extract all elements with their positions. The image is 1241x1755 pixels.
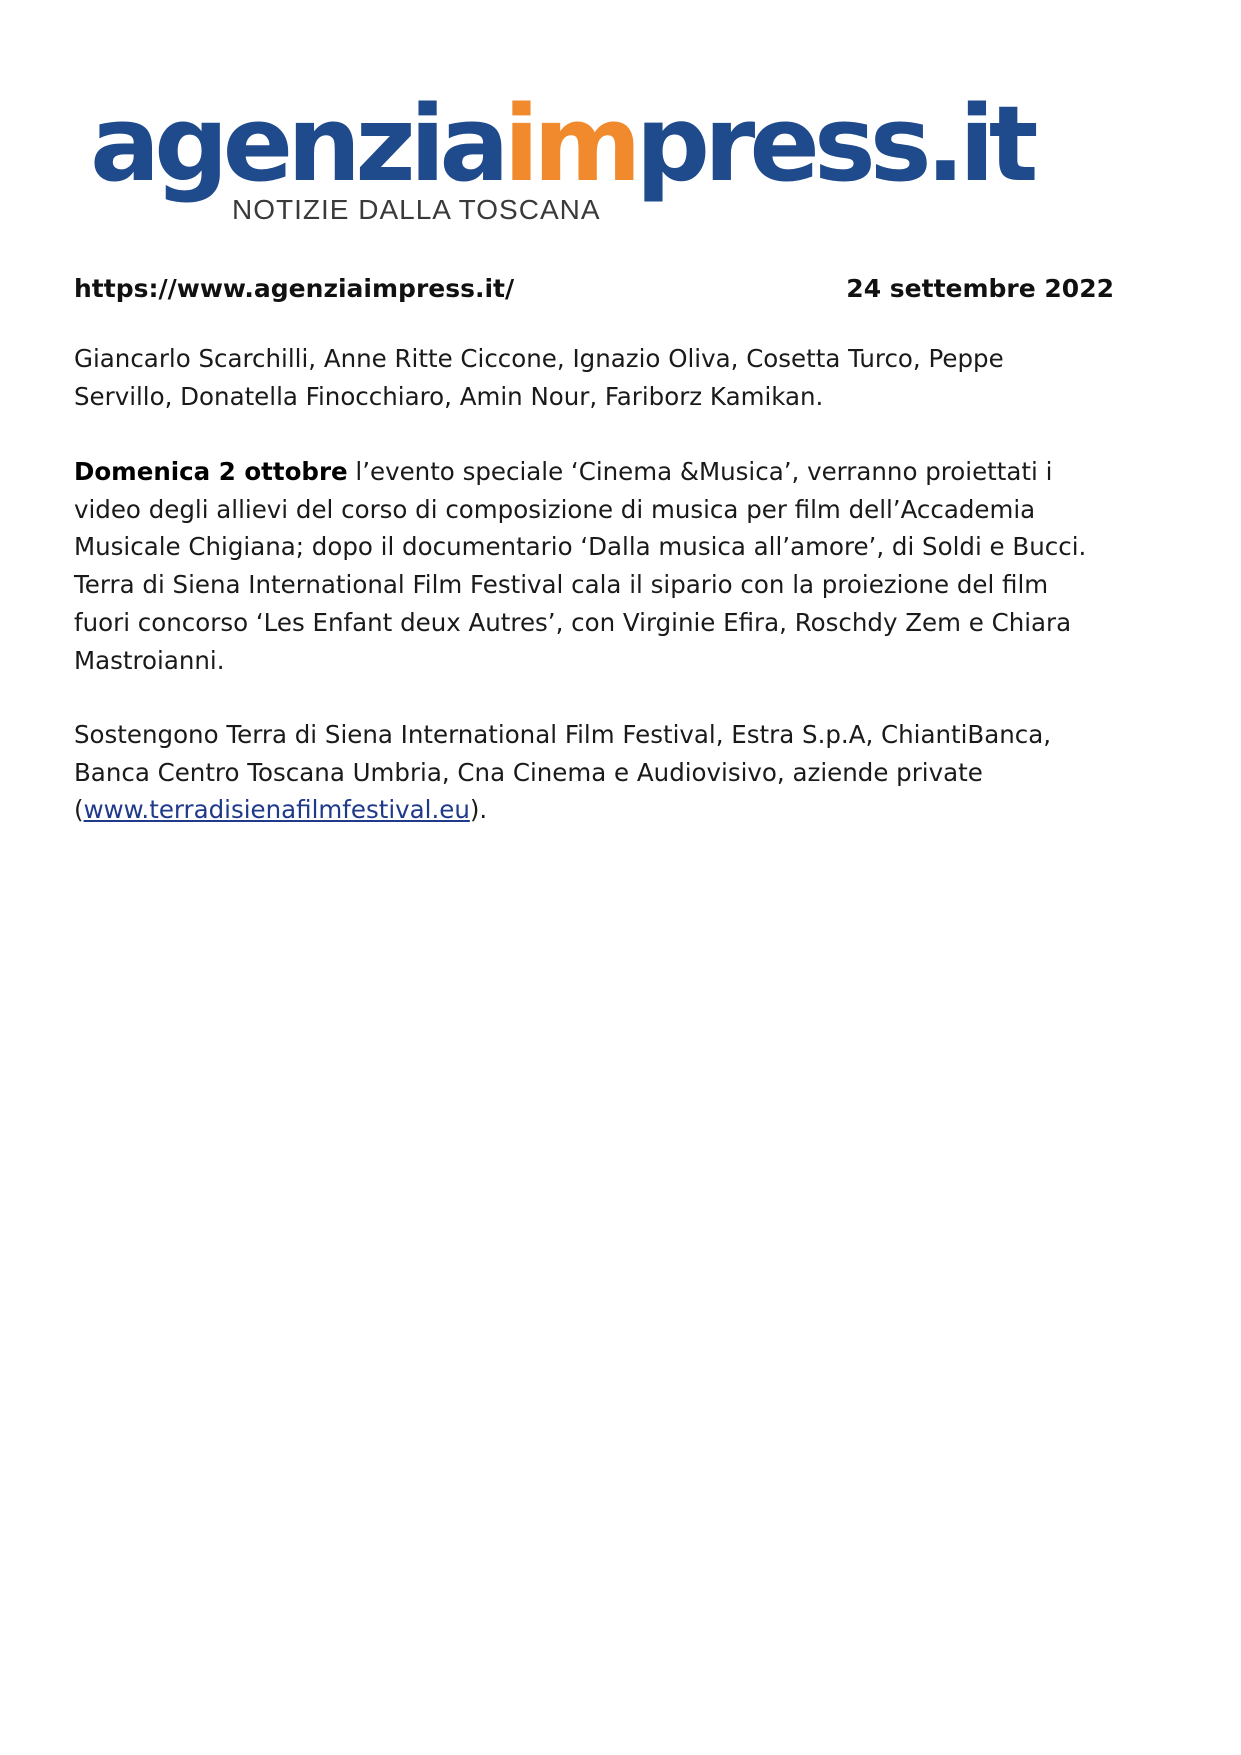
paragraph-sponsors [74, 716, 1134, 829]
paragraph-domenica [74, 453, 1134, 679]
text-run: l’evento speciale ‘Cinema &Musica’, verranno proiettati i [347, 457, 1053, 486]
logo-tagline: NOTIZIE DALLA TOSCANA [232, 194, 601, 225]
logo-part-im: im [503, 83, 636, 205]
festival-website-link[interactable]: www.terradisienafilmfestival.eu [83, 795, 470, 825]
paren-open: ( [74, 795, 84, 825]
text-line: fuori concorso ‘Les Enfant deux Autres’, con Virginie Efira, Roschdy Zem e Chiara [74, 607, 1072, 637]
agenziaimpress-logo [90, 83, 1033, 232]
text-line: Mastroianni. [74, 645, 225, 675]
text-line: Musicale Chigiana; dopo il documentario ‘Dalla musica all’amore’, di Soldi e Bucci. [74, 532, 1087, 562]
text-line: Giancarlo Scarchilli, Anne Ritte Ciccone, Ignazio Oliva, Cosetta Turco, Peppe [74, 344, 1004, 373]
logo-wordmark [90, 83, 1033, 205]
publication-date: 24 settembre 2022 [846, 274, 1114, 303]
text-line: video degli allievi del corso di composizione di musica per film dell’Accademia [74, 494, 1036, 524]
paren-close: ). [469, 795, 488, 825]
text-line [74, 791, 1134, 829]
text-line [74, 453, 1134, 491]
source-url: https://www.agenziaimpress.it/ [74, 274, 515, 303]
bold-lead-date: Domenica 2 ottobre [74, 457, 348, 486]
logo-part-press: press.it [635, 83, 1033, 205]
text-line: Servillo, Donatella Finocchiaro, Amin Nour, Fariborz Kamikan. [74, 381, 824, 411]
text-line: Sostengono Terra di Siena International Film Festival, Estra S.p.A, ChiantiBanca, [74, 720, 1052, 749]
text-line: Terra di Siena International Film Festival cala il sipario con la proiezione del film [74, 570, 1049, 600]
paragraph-cast [74, 340, 1134, 415]
logo-part-agenzia: agenzia [90, 83, 504, 205]
text-line: Banca Centro Toscana Umbria, Cna Cinema e Audiovisivo, aziende private [74, 757, 983, 787]
